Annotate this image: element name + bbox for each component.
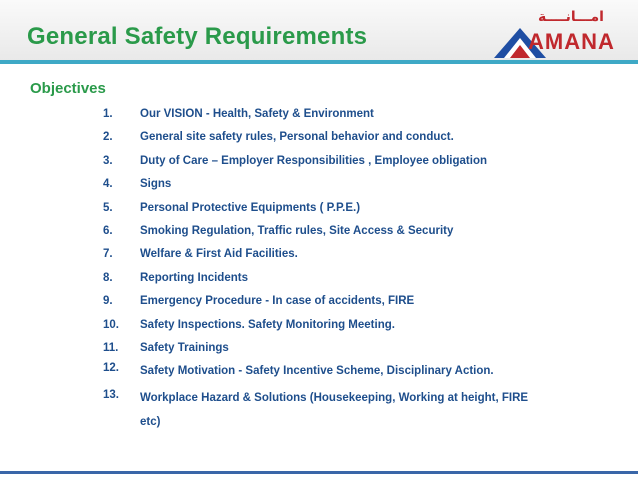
item-number: 4. [103, 178, 113, 191]
item-text: Signs [140, 178, 172, 191]
item-number: 2. [103, 131, 113, 144]
item-number: 7. [103, 248, 113, 261]
item-number: 3. [103, 154, 113, 167]
item-number: 12. [103, 362, 119, 375]
item-text: Workplace Hazard & Solutions (Housekeeping, Working at height, FIRE etc) [140, 392, 529, 428]
item-number: 11. [103, 341, 119, 354]
item-number: 5. [103, 201, 113, 214]
list-item [103, 270, 533, 287]
item-text: Our VISION - Health, Safety & Environment [140, 108, 374, 120]
item-text: Safety Inspections. Safety Monitoring Meeting. [140, 318, 395, 331]
item-text: Personal Protective Equipments ( P.P.E.) [140, 201, 361, 214]
item-text: Safety Motivation - Safety Incentive Scheme, Disciplinary Action. [140, 365, 494, 378]
objectives-list [103, 106, 533, 440]
logo-brand-text: AMANA [528, 29, 615, 54]
slide-title: General Safety Requirements [27, 23, 368, 50]
list-item [103, 340, 533, 357]
item-text: Duty of Care – Employer Responsibilities , Employee obligation [140, 154, 487, 167]
item-text: Emergency Procedure - In case of accidents, FIRE [140, 295, 415, 308]
item-number: 10. [103, 318, 119, 331]
item-text: Smoking Regulation, Traffic rules, Site Access & Security [140, 224, 454, 237]
item-text: General site safety rules, Personal behavior and conduct. [140, 131, 454, 144]
list-item [103, 106, 533, 123]
item-text: Welfare & First Aid Facilities. [140, 248, 298, 261]
list-item [103, 153, 533, 170]
list-item [103, 129, 533, 146]
section-heading: Objectives [30, 80, 106, 97]
header-divider [0, 60, 638, 64]
list-item [103, 317, 533, 334]
footer-divider [0, 471, 638, 474]
amana-logo [494, 8, 634, 58]
item-number: 8. [103, 271, 113, 284]
list-item [103, 246, 533, 263]
item-number: 6. [103, 224, 113, 237]
item-number: 9. [103, 295, 113, 308]
item-text: Safety Trainings [140, 341, 229, 354]
list-item [103, 223, 533, 240]
list-item [103, 200, 533, 217]
item-number: 13. [103, 389, 119, 402]
list-item [103, 293, 533, 310]
list-item [103, 387, 533, 434]
item-text: Reporting Incidents [140, 271, 248, 284]
logo-arabic-text: امـــانــــة [538, 8, 604, 24]
list-item [103, 360, 533, 383]
item-number: 1. [103, 108, 113, 120]
list-item [103, 176, 533, 193]
